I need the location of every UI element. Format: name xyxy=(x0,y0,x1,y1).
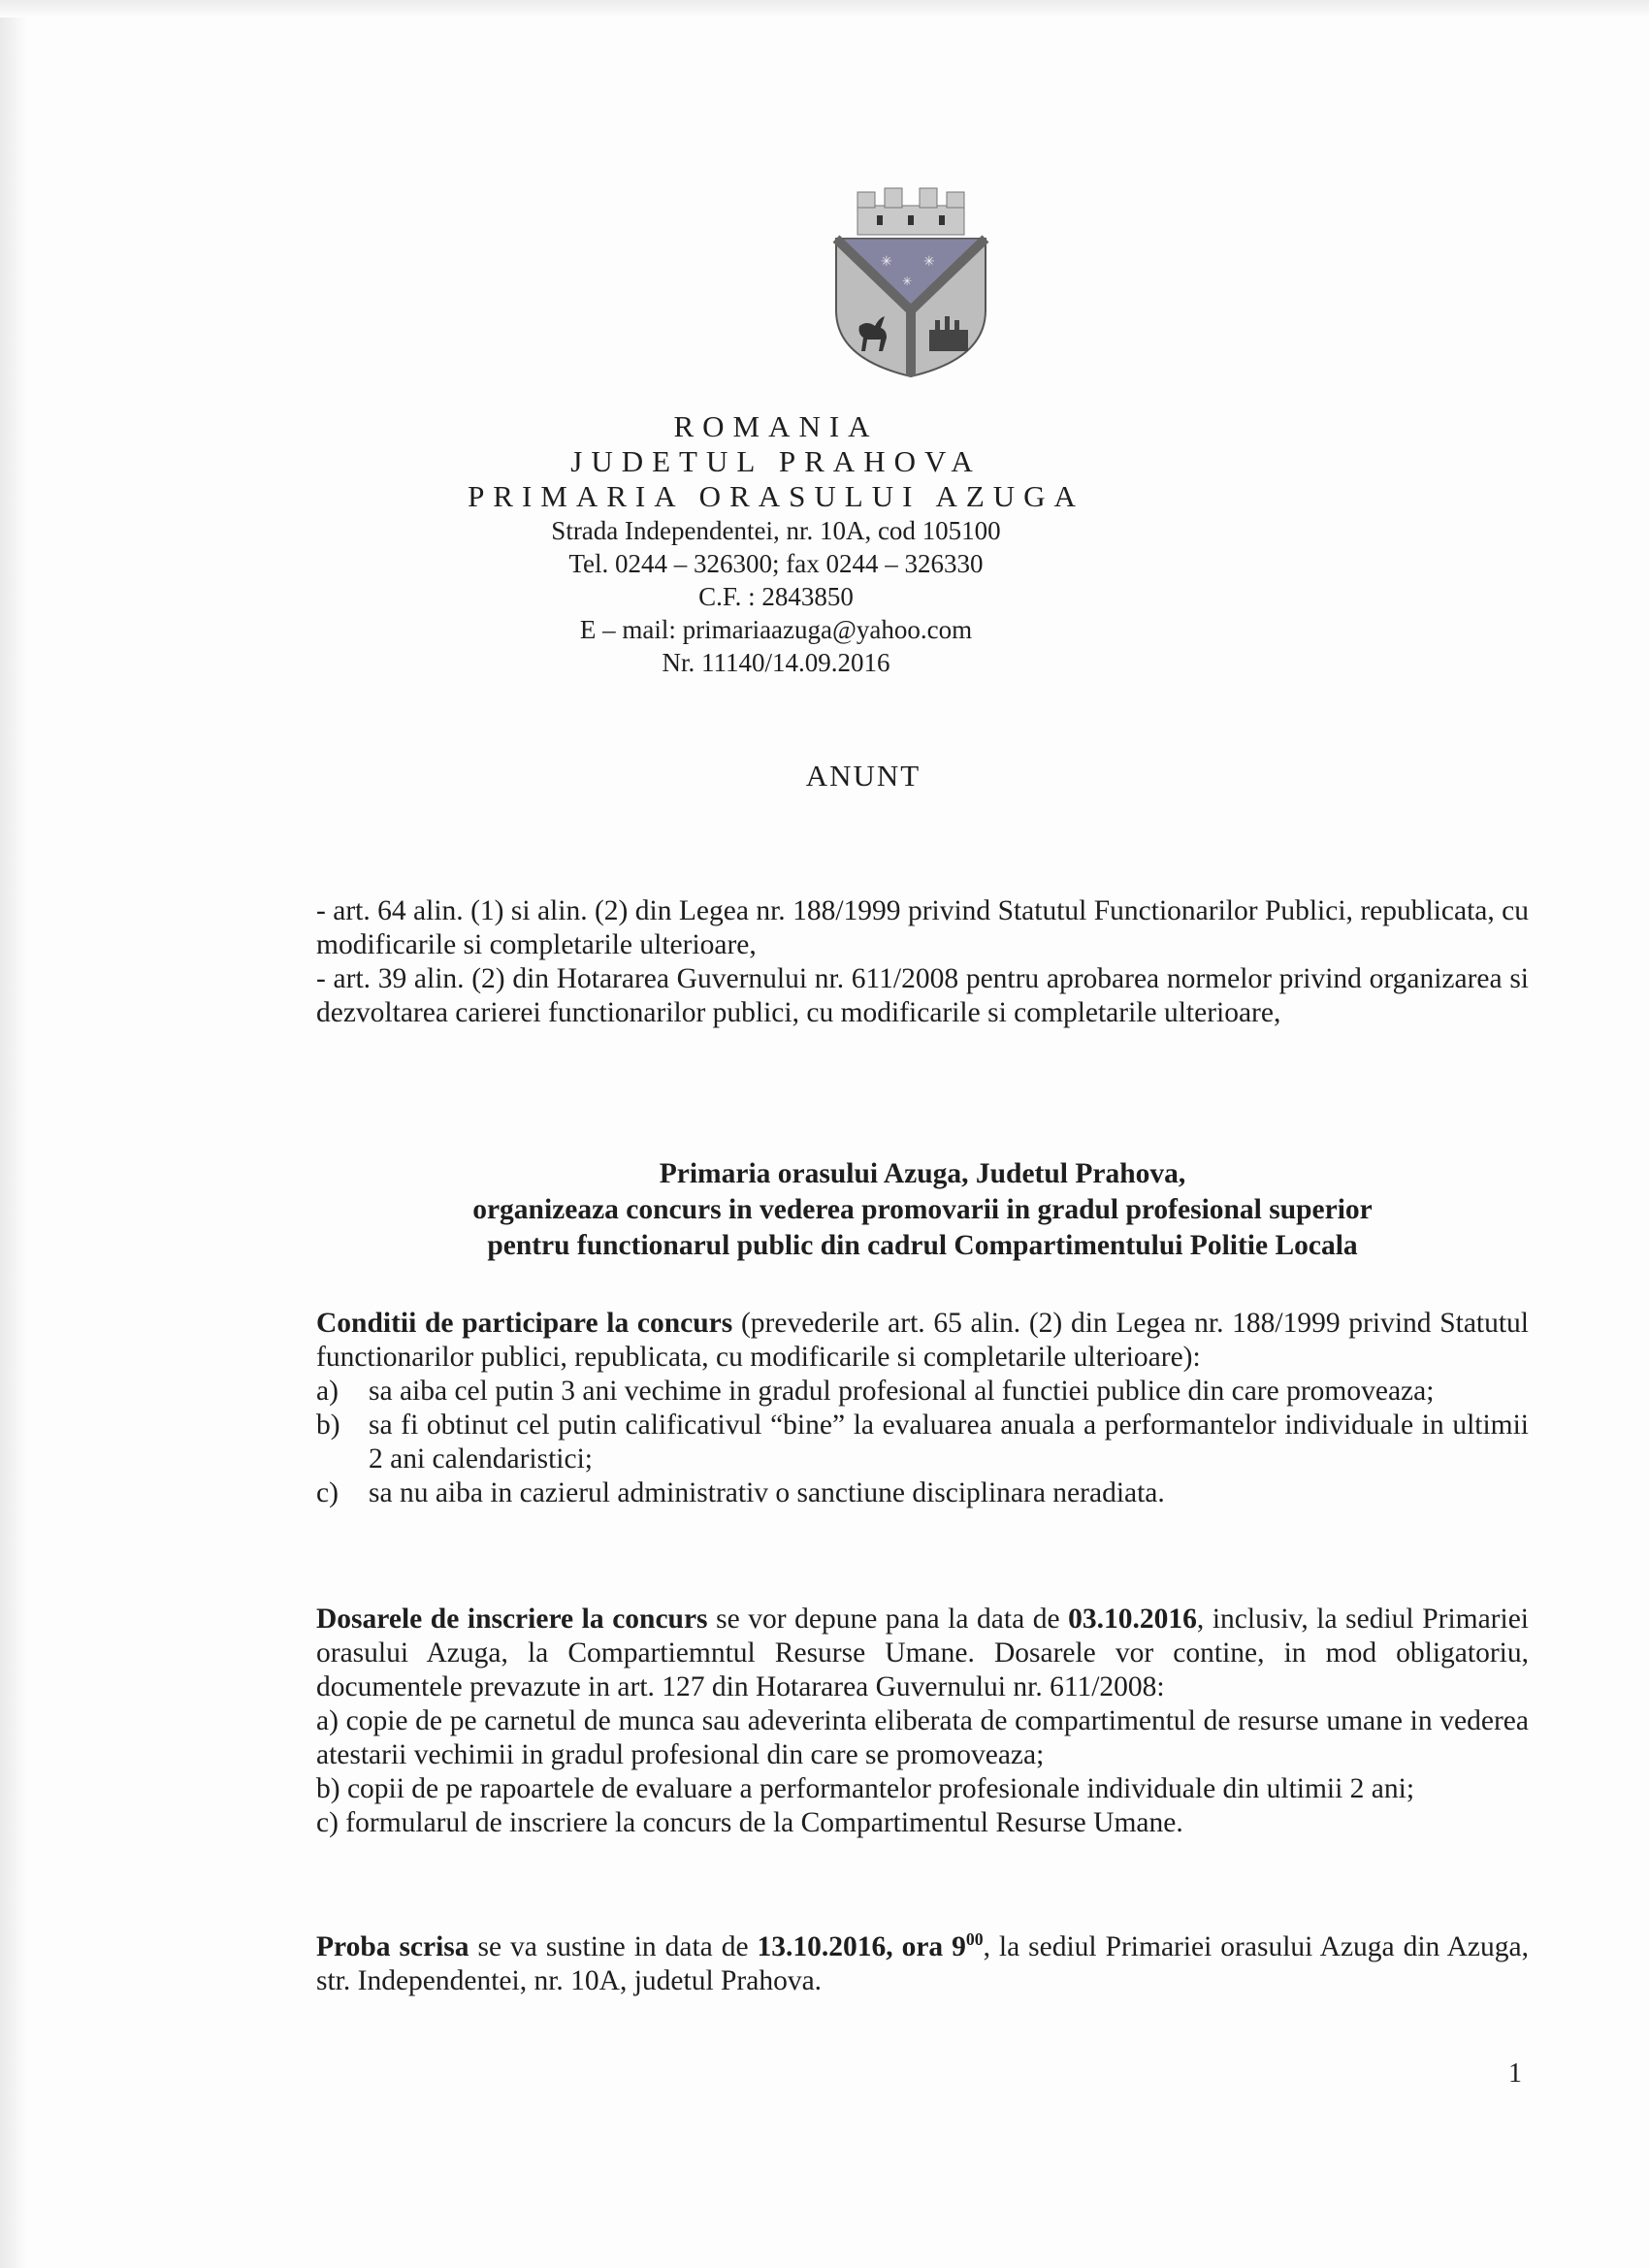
legal-basis-item: - art. 39 alin. (2) din Hotararea Guvernului nr. 611/2008 pentru aprobarea normelor privind organizarea si dezvoltarea carierei functionarilor publici, cu modificarile si completarile ulterioare, xyxy=(316,963,1529,1028)
dossiers-text-rest: , inclusiv, la sediul Primariei orasului Azuga, la Compartiemntul Resurse Umane. Dosarele vor contine, in mod obligatoriu, documentele prevazute in art. 127 din Hotararea Guvernului nr. 611/2008: xyxy=(316,1604,1529,1702)
dossier-item: c) formularul de inscriere la concurs de la Compartimentul Resurse Umane. xyxy=(316,1807,1183,1838)
list-item xyxy=(316,1409,1529,1476)
country-name: ROMANIA xyxy=(673,409,879,443)
written-test-heading: Proba scrisa xyxy=(316,1931,469,1962)
legal-basis xyxy=(316,894,1529,1030)
conditions-intro: (prevederile art. 65 alin. (2) din Legea nr. 188/1999 privind Statutul functionarilor publici, republicata, cu modificarile si completarile ulterioare): xyxy=(316,1308,1530,1373)
list-marker: a) xyxy=(316,1376,339,1407)
organizer-line: pentru functionarul public din cadrul Compartimentului Politie Locala xyxy=(487,1230,1358,1261)
written-test-date: 13.10.2016, ora 9 xyxy=(757,1931,966,1962)
list-text: sa fi obtinut cel putin calificativul “bine” la evaluarea anuala a performantelor individuale in ultimii 2 ani calendaristici; xyxy=(369,1409,1529,1474)
page-number: 1 xyxy=(1508,2058,1522,2089)
conditions-heading: Conditii de participare la concurs xyxy=(316,1308,733,1339)
list-text: sa nu aiba in cazierul administrativ o sanctiune disciplinara neradiata. xyxy=(369,1477,1165,1508)
legal-basis-item: - art. 64 alin. (1) si alin. (2) din Legea nr. 188/1999 privind Statutul Functionarilor Publici, republicata, cu modificarile si completarile ulterioare, xyxy=(316,895,1529,960)
written-test-datetime xyxy=(758,1931,984,1962)
svg-text:✳: ✳ xyxy=(881,254,892,270)
county-name: JUDETUL PRAHOVA xyxy=(570,444,982,478)
dossiers-deadline: 03.10.2016 xyxy=(1068,1604,1197,1635)
organizer-statement xyxy=(316,1156,1529,1264)
document-title: ANUNT xyxy=(805,759,922,793)
svg-text:✳: ✳ xyxy=(902,275,913,288)
dossier-item: b) copii de pe rapoartele de evaluare a performantelor profesionale individuale din ultimii 2 ani; xyxy=(316,1773,1415,1804)
written-test-minutes: 00 xyxy=(965,1929,984,1950)
written-test xyxy=(316,1930,1529,1998)
list-item xyxy=(316,1375,1529,1409)
organizer-line: Primaria orasului Azuga, Judetul Prahova, xyxy=(659,1158,1186,1189)
dossiers-text: se vor depune pana la data de xyxy=(707,1604,1069,1635)
institution-email: E – mail: primariaazuga@yahoo.com xyxy=(579,615,973,644)
application-dossiers xyxy=(316,1603,1529,1840)
participation-conditions xyxy=(316,1307,1529,1510)
dossiers-heading: Dosarele de inscriere la concurs xyxy=(316,1604,708,1635)
institution-address: Strada Independentei, nr. 10A, cod 105100 xyxy=(551,516,1001,545)
svg-text:✳: ✳ xyxy=(923,254,935,270)
list-marker: b) xyxy=(316,1409,340,1441)
registration-number: Nr. 11140/14.09.2016 xyxy=(662,648,890,677)
institution-name: PRIMARIA ORASULUI AZUGA xyxy=(468,479,1084,513)
list-marker: c) xyxy=(316,1477,339,1508)
dossier-item: a) copie de pe carnetul de munca sau adeverinta eliberata de compartimentul de resurse umane in vederea atestarii vechimii in gradul profesional din care se promoveaza; xyxy=(316,1705,1529,1770)
list-item xyxy=(316,1476,1529,1510)
scan-top-shadow xyxy=(0,0,1649,17)
scan-edge-shadow xyxy=(0,0,27,2268)
azuga-coat-of-arms-icon xyxy=(823,184,999,378)
written-test-text: se va sustine in data de xyxy=(469,1931,758,1962)
list-text: sa aiba cel putin 3 ani vechime in gradul profesional al functiei publice din care promoveaza; xyxy=(369,1376,1435,1407)
fiscal-code: C.F. : 2843850 xyxy=(698,582,854,611)
organizer-line: organizeaza concurs in vederea promovarii in gradul profesional superior xyxy=(472,1194,1373,1225)
written-test-location: , la sediul Primariei orasului Azuga din Azuga, str. Independentei, nr. 10A, judetul Prahova. xyxy=(316,1931,1529,1996)
letterhead xyxy=(291,409,1261,679)
institution-phone: Tel. 0244 – 326300; fax 0244 – 326330 xyxy=(568,549,984,578)
